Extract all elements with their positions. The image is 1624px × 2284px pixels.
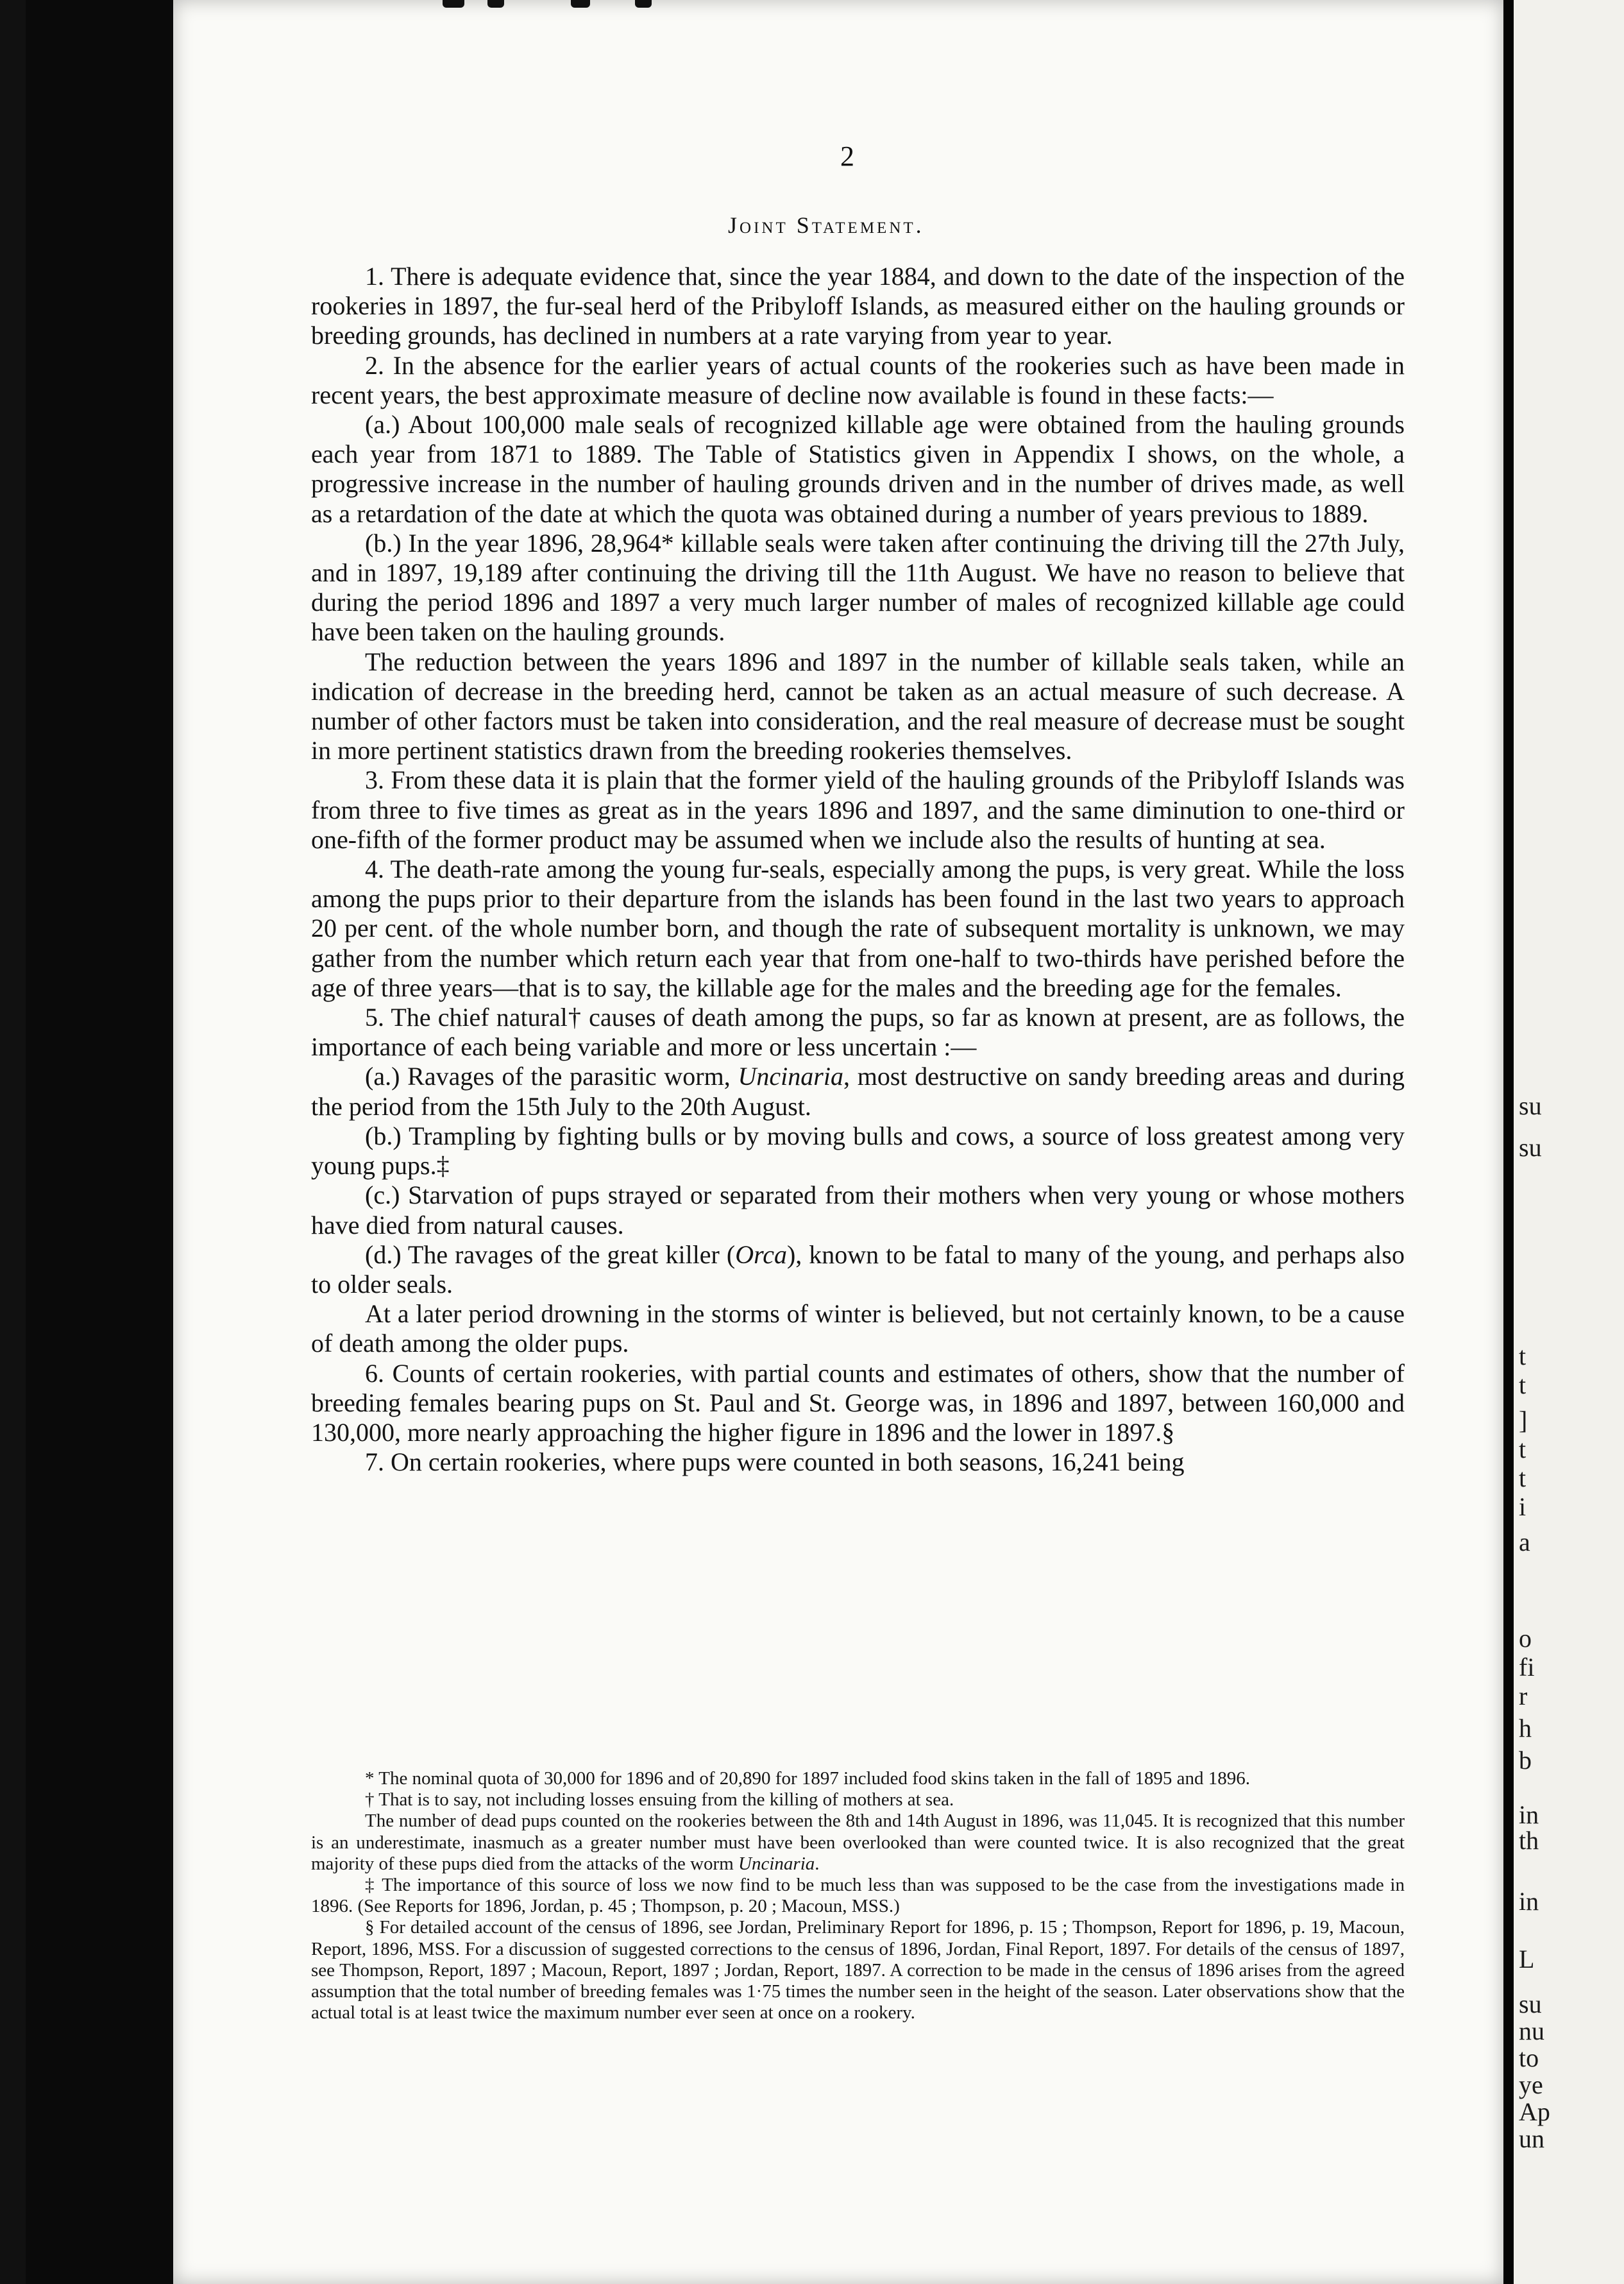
italic-term: Orca <box>735 1240 787 1269</box>
paragraph-5e: At a later period drowning in the storms of winter is believed, but not certainly known, to be a cause of death among the older pups. <box>311 1299 1405 1358</box>
fragment: h <box>1519 1714 1532 1743</box>
paragraph-2a: (a.) About 100,000 male seals of recognized killable age were obtained from the hauling grounds each year from 1871 to 1889. The Table of Statistics given in Appendix I shows, on the whole, a progressive increase in the number of hauling grounds driven and in the number of drives made, as well as a retardation of the date at which the quota was obtained during a number of years previous to 1889. <box>311 410 1405 528</box>
fragment: t <box>1519 1435 1527 1463</box>
text-run: The number of dead pups counted on the rookeries between the 8th and 14th August in 1896, was 11,045. It is recognized that this number is an underestimate, inasmuch as a greater number must have been overlooked than were counted twice. It is also recognized that the great majority of these pups died from the attacks of the worm <box>311 1811 1405 1874</box>
fragment: fi <box>1519 1653 1535 1682</box>
text-run: . <box>815 1853 820 1874</box>
fragment: su <box>1519 1990 1542 2018</box>
fragment: in <box>1519 1800 1539 1829</box>
fragment: i <box>1519 1492 1527 1521</box>
fragment: t <box>1519 1370 1527 1399</box>
fragment: to <box>1519 2043 1539 2072</box>
fragment: un <box>1519 2124 1544 2153</box>
paragraph-2: 2. In the absence for the earlier years of actual counts of the rookeries such as have been made in recent years, the best approximate measure of decline now available is found in these facts:— <box>311 350 1405 409</box>
paragraph-7: 7. On certain rookeries, where pups were counted in both seasons, 16,241 being <box>365 1447 1185 1477</box>
section-heading: Joint Statement. <box>728 212 924 238</box>
paragraph-2c: The reduction between the years 1896 and 1897 in the number of killable seals taken, while an indication of decrease in the breeding herd, cannot be taken as an actual measure of such decrease. A number of other factors must be taken into consideration, and the real measure of decrease must be sought in more pertinent statistics drawn from the breeding rookeries themselves. <box>311 647 1405 765</box>
footnote-4: ‡ The importance of this source of loss we now find to be much less than was supposed to be the case from the investigations made in 1896. (See Reports for 1896, Jordan, p. 45 ; Thompson, p. 20 ; Macoun, MSS.) <box>311 1875 1405 1917</box>
fragment: t <box>1519 1342 1527 1370</box>
footnote-1: * The nominal quota of 30,000 for 1896 and of 20,890 for 1897 included food skins taken in the fall of 1895 and 1896. <box>365 1768 1250 1789</box>
fragment: a <box>1519 1528 1530 1556</box>
fragment: ye <box>1519 2070 1543 2099</box>
ink-mark <box>443 0 654 12</box>
fragment: t <box>1519 1463 1527 1492</box>
fragment: b <box>1519 1746 1532 1775</box>
paragraph-5: 5. The chief natural† causes of death among the pups, so far as known at present, are as follows, the importance of each being variable and more or less uncertain :— <box>311 1003 1405 1062</box>
paragraph-3: 3. From these data it is plain that the former yield of the hauling grounds of the Pribyloff Islands was from three to five times as great as in the years 1896 and 1897, and the same diminution to one-third or one-fifth of the former product may be assumed when we include also the results of hunting at sea. <box>311 765 1405 854</box>
main-text <box>311 262 1405 1477</box>
fragment: in <box>1519 1887 1539 1916</box>
adjacent-page-edge <box>1514 0 1624 2284</box>
fragment: th <box>1519 1826 1539 1855</box>
text-run: (d.) The ravages of the great killer ( <box>365 1240 736 1269</box>
fragment: r <box>1519 1682 1528 1710</box>
fragment: ] <box>1519 1406 1528 1435</box>
fragment: su <box>1519 1133 1542 1162</box>
page-gutter <box>1503 0 1514 2284</box>
paragraph-5d <box>311 1240 1405 1299</box>
paragraph-2b: (b.) In the year 1896, 28,964* killable seals were taken after continuing the driving till the 27th July, and in 1897, 19,189 after continuing the driving till the 11th August. We have no reason to believe that during the period 1896 and 1897 a very much larger number of males of recognized killable age could have been taken on the hauling grounds. <box>311 528 1405 647</box>
fragment: su <box>1519 1091 1542 1120</box>
footnotes <box>311 1768 1405 2024</box>
fragment: nu <box>1519 2016 1544 2045</box>
fragment: Ap <box>1519 2097 1550 2126</box>
paragraph-5c: (c.) Starvation of pups strayed or separated from their mothers when very young or whose mothers have died from natural causes. <box>311 1180 1405 1240</box>
paragraph-5b: (b.) Trampling by fighting bulls or by moving bulls and cows, a source of loss greatest among very young pups.‡ <box>311 1121 1405 1180</box>
text-run: ), known to be fatal to many of the young, and perhaps also to older seals. <box>311 1240 1405 1299</box>
italic-term: Uncinaria <box>738 1853 815 1874</box>
fragment: o <box>1519 1624 1532 1653</box>
italic-term: Uncinaria <box>738 1062 843 1091</box>
paragraph-6: 6. Counts of certain rookeries, with partial counts and estimates of others, show that the number of breeding females bearing pups on St. Paul and St. George was, in 1896 and 1897, between 160,000 and 130,000, more nearly approaching the higher figure in 1896 and the lower in 1897.§ <box>311 1358 1405 1447</box>
page-number: 2 <box>840 141 854 172</box>
paragraph-5a <box>311 1062 1405 1121</box>
scan-border <box>0 0 26 2284</box>
paragraph-4: 4. The death-rate among the young fur-seals, especially among the pups, is very great. While the loss among the pups prior to their departure from the islands has been found in the last two years to approach 20 per cent. of the whole number born, and though the rate of subsequent mortality is unknown, we may gather from the number which return each year that from one-half to two-thirds have perished before the age of three years—that is to say, the killable age for the males and the breeding age for the females. <box>311 855 1405 1002</box>
footnote-2: † That is to say, not including losses ensuing from the killing of mothers at sea. <box>365 1789 954 1811</box>
paragraph-1: 1. There is adequate evidence that, since the year 1884, and down to the date of the inspection of the rookeries in 1897, the fur-seal herd of the Pribyloff Islands, as measured either on the hauling grounds or breeding grounds, has declined in numbers at a rate varying from year to year. <box>311 262 1405 350</box>
text-run: , most destructive on sandy breeding areas and during the period from the 15th July to the 20th August. <box>311 1062 1405 1121</box>
fragment: L <box>1519 1945 1535 1973</box>
footnote-5: § For detailed account of the census of 1896, see Jordan, Preliminary Report for 1896, p. 15 ; Thompson, Report for 1896, p. 19, Macoun, Report, 1896, MSS. For a discussion of suggested corrections to the census of 1896, Jordan, Final Report, 1897. For details of the census of 1897, see Thompson, Report, 1897 ; Macoun, Report, 1897 ; Jordan, Report, 1897. A correction to be made in the census of 1896 arises from the agreed assumption that the total number of breeding females was 1·75 times the number seen in the height of the season. Later observations show that the actual total is at least twice the maximum number ever seen at once on a rookery. <box>311 1917 1405 2024</box>
footnote-3 <box>311 1811 1405 1875</box>
text-run: (a.) Ravages of the parasitic worm, <box>365 1062 738 1091</box>
